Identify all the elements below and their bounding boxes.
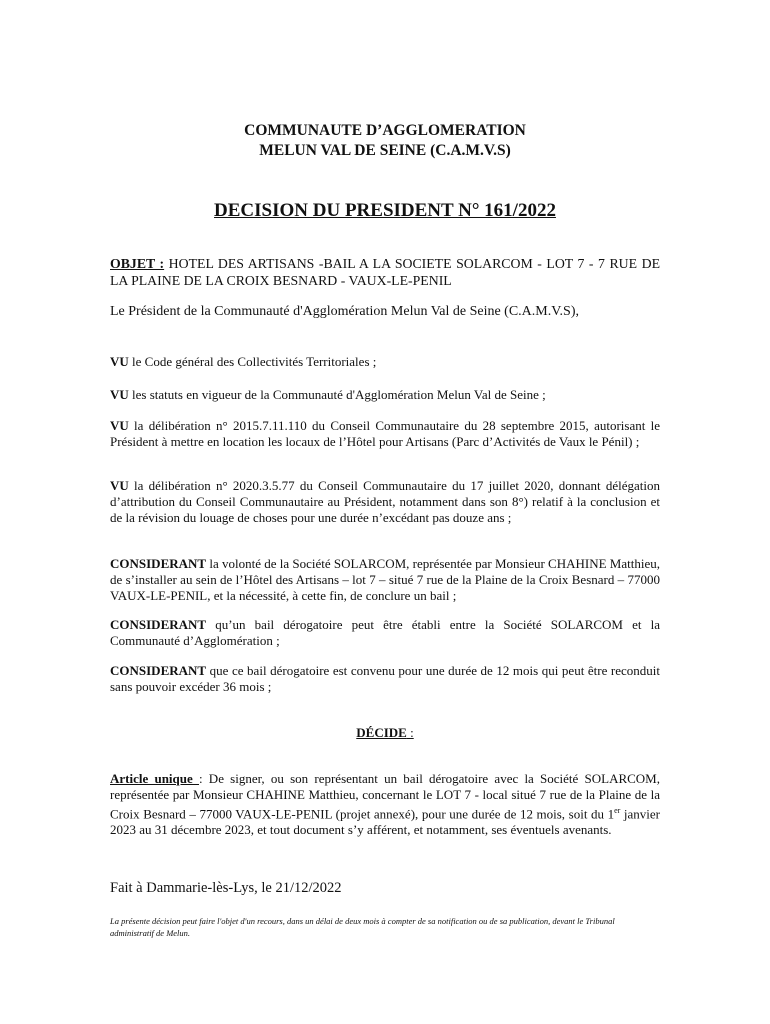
considerant-text: que ce bail dérogatoire est convenu pour une durée de 12 mois qui peut être reconduit sans pouvoir excéder 36 mois ; <box>110 663 660 694</box>
article-intro: : De signer, ou son représentant un bail dérogatoire avec la Société SOLARCOM, représentée par Monsieur CHAHINE Matthieu, concernant le LOT 7 - local situé 7 rue de la Plaine de la Croix Besnard – 77000 VAUX-LE-PENIL (projet annexé), pour une durée de 12 mois, soit du 1 <box>110 771 660 822</box>
considerant-keyword: CONSIDERANT <box>110 617 207 632</box>
considerant-keyword: CONSIDERANT <box>110 556 207 571</box>
decide-heading <box>0 725 770 741</box>
signature-place-date: Fait à Dammarie-lès-Lys, le 21/12/2022 <box>110 880 342 896</box>
article-sup: er <box>614 806 621 815</box>
objet-text: HOTEL DES ARTISANS -BAIL A LA SOCIETE SOLARCOM - LOT 7 - 7 RUE DE LA PLAINE DE LA CROIX BESNARD - VAUX-LE-PENIL <box>110 256 660 288</box>
president-paragraph: Le Président de la Communauté d'Agglomération Melun Val de Seine (C.A.M.V.S), <box>110 304 579 319</box>
decide-label: DÉCIDE <box>356 725 407 740</box>
decision-title: DECISION DU PRESIDENT N° 161/2022 <box>214 200 556 221</box>
header-line-1: COMMUNAUTE D’AGGLOMERATION <box>244 122 526 139</box>
objet-paragraph <box>110 255 660 289</box>
vu-paragraph-3 <box>110 418 660 450</box>
vu-keyword: VU <box>110 387 129 402</box>
decide-suffix: : <box>406 725 414 740</box>
article-label: Article unique <box>110 771 199 786</box>
vu-keyword: VU <box>110 418 129 433</box>
considerant-paragraph-1 <box>110 556 660 604</box>
vu-paragraph-1 <box>110 354 660 370</box>
vu-text: le Code général des Collectivités Territoriales ; <box>132 354 377 369</box>
considerant-paragraph-3 <box>110 663 660 695</box>
vu-keyword: VU <box>110 354 129 369</box>
considerant-keyword: CONSIDERANT <box>110 663 207 678</box>
article-rest: janvier 2023 au 31 décembre 2023, et tout document s’y afférent, et notamment, ses éventuels avenants. <box>110 806 661 838</box>
vu-text: les statuts en vigueur de la Communauté d'Agglomération Melun Val de Seine ; <box>132 387 546 402</box>
considerant-text: la volonté de la Société SOLARCOM, représentée par Monsieur CHAHINE Matthieu, de s’installer au sein de l’Hôtel des Artisans – lot 7 – situé 7 rue de la Plaine de la Croix Besnard – 77000 VAUX-LE-PENIL, et la nécessité, à cette fin, de conclure un bail ; <box>110 556 660 603</box>
objet-label: OBJET : <box>110 256 165 271</box>
vu-paragraph-4 <box>110 478 660 526</box>
header-line-2: MELUN VAL DE SEINE (C.A.M.V.S) <box>259 142 511 159</box>
vu-text: la délibération n° 2020.3.5.77 du Conseil Communautaire du 17 juillet 2020, donnant délégation d’attribution du Conseil Communautaire au Président, notamment dans son 8°) relatif à la conclusion et de la révision du louage de choses pour une durée n’excédant pas douze ans ; <box>110 478 660 525</box>
vu-keyword: VU <box>110 478 129 493</box>
considerant-text: qu’un bail dérogatoire peut être établi entre la Société SOLARCOM et la Communauté d’Agglomération ; <box>110 617 661 648</box>
vu-text: la délibération n° 2015.7.11.110 du Conseil Communautaire du 28 septembre 2015, autorisant le Président à mettre en location les locaux de l’Hôtel pour Artisans (Parc d’Activités de Vaux le Pénil) ; <box>110 418 660 449</box>
legal-footnote: La présente décision peut faire l'objet d'un recours, dans un délai de deux mois à compter de sa notification ou de sa publication, devant le Tribunal administratif de Melun. <box>110 916 615 938</box>
vu-paragraph-2 <box>110 387 660 403</box>
article-paragraph <box>110 771 660 838</box>
considerant-paragraph-2 <box>110 617 660 649</box>
